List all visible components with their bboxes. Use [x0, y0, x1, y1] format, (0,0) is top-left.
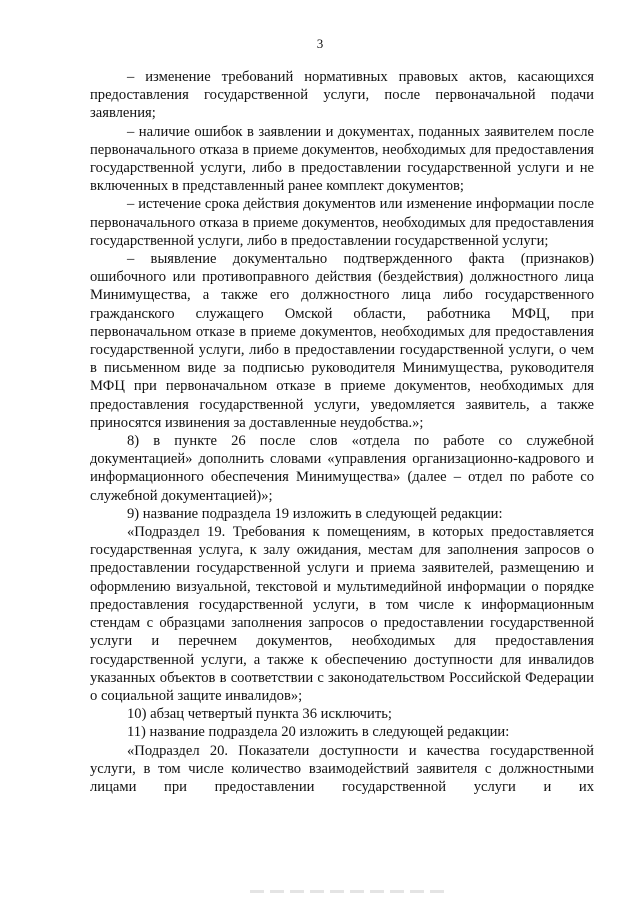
document-body: [90, 68, 594, 796]
scan-artifact: [250, 890, 450, 893]
paragraph: 8) в пункте 26 после слов «отдела по работе со служебной документацией» дополнить словами «управления организационно-кадрового и информационного обеспечения Минимущества» (далее – отдел по работе со служебной документацией)»;: [90, 433, 594, 504]
paragraph-continued: «Подраздел 20. Показатели доступности и качества государственной услуги, в том числе количество взаимодействий заявителя с должностными лицами при предоставлении государственной услуги и их: [90, 742, 594, 795]
paragraph: «Подраздел 19. Требования к помещениям, в которых предоставляется государственная услуга, к залу ожидания, местам для заполнения запросов о предоставлении государственной услуги и приема заявителей, размещению и оформлению визуальной, текстовой и мультимедийной информации о порядке предоставления государственной услуги, в том числе к информационным стендам с образцами заполнения запросов о предоставлении государственной услуги и перечнем документов, необходимых для предоставления государственной услуги, а также к обеспечению доступности для инвалидов указанных объектов в соответствии с законодательством Российской Федерации о социальной защите инвалидов»;: [90, 524, 594, 704]
paragraph: – выявление документально подтвержденного факта (признаков) ошибочного или противоправного действия (бездействия) должностного лица Минимущества, а также его должностного лица либо государственного гражданского служащего Омской области, работника МФЦ, при первоначальном отказе в приеме документов, необходимых для предоставления государственной услуги, либо в предоставлении государственной услуги, о чем в письменном виде за подписью руководителя Минимущества, руководителя МФЦ при первоначальном отказе в приеме документов, необходимых для предоставления государственной услуги, уведомляется заявитель, а также приносятся извинения за доставленные неудобства.»;: [90, 251, 594, 431]
page-number: 3: [316, 36, 324, 51]
paragraph: – истечение срока действия документов или изменение информации после первоначального отказа в приеме документов, необходимых для предоставления государственной услуги, либо в предоставлении государственной услуги;: [90, 196, 594, 249]
paragraph: 10) абзац четвертый пункта 36 исключить;: [127, 706, 392, 723]
paragraph: – изменение требований нормативных правовых актов, касающихся предоставления государственной услуги, после первоначальной подачи заявления;: [90, 69, 594, 122]
paragraph: 9) название подраздела 19 изложить в следующей редакции:: [127, 505, 503, 522]
paragraph: 11) название подраздела 20 изложить в следующей редакции:: [127, 724, 510, 741]
paragraph: – наличие ошибок в заявлении и документах, поданных заявителем после первоначального отказа в приеме документов, необходимых для предоставления государственной услуги, либо в предоставлении государственной услуги и не включенных в представленный ранее комплект документов;: [90, 123, 594, 195]
